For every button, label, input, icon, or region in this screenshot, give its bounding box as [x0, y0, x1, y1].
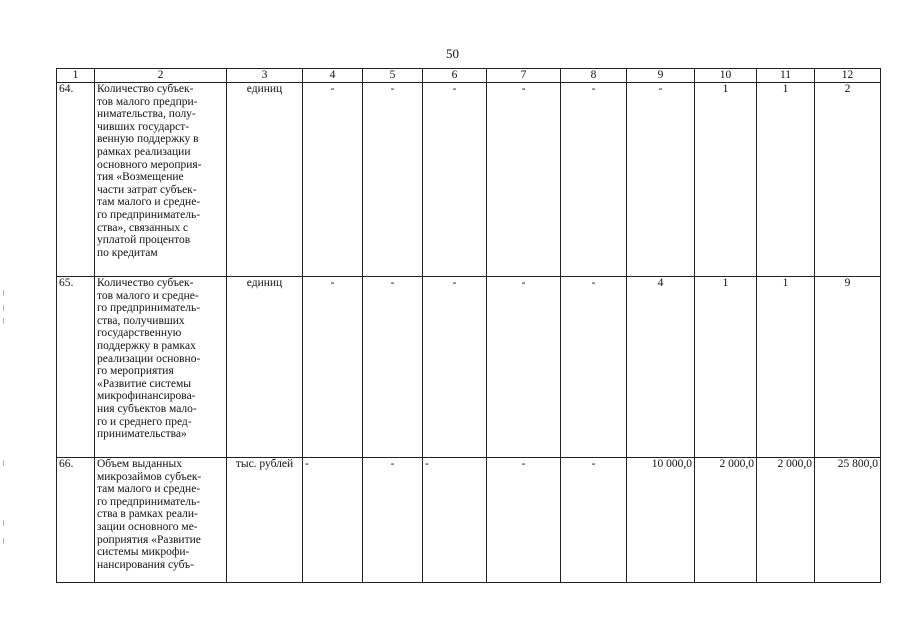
column-header: 9	[627, 69, 695, 83]
value-cell: 1	[695, 277, 757, 458]
column-header: 12	[815, 69, 881, 83]
name-line: там малого и средне-	[97, 196, 201, 209]
value-cell: -	[423, 277, 487, 458]
name-line: части затрат субъек-	[97, 183, 197, 196]
indicators-table	[56, 68, 881, 583]
name-line: венную поддержку в	[97, 133, 199, 146]
name-line: реализации основно-	[97, 352, 201, 365]
name-line: тия «Возмещение	[97, 171, 184, 184]
name-line: основного мероприя-	[97, 158, 202, 171]
scan-mark	[3, 290, 4, 296]
name-line: микрофинансирова-	[97, 390, 196, 403]
value-cell: -	[561, 83, 627, 277]
value-cell: -	[303, 277, 363, 458]
value-cell: -	[303, 458, 363, 583]
unit-cell: единиц	[227, 83, 303, 277]
value-cell: 25 800,0	[815, 458, 881, 583]
name-line: го предприниматель-	[97, 495, 201, 508]
column-header: 4	[303, 69, 363, 83]
value-cell: -	[487, 83, 561, 277]
value-cell: -	[363, 83, 423, 277]
name-line: принимательства»	[97, 428, 187, 441]
table-row	[57, 458, 881, 583]
name-line: го предприниматель-	[97, 208, 201, 221]
column-header: 11	[757, 69, 815, 83]
name-line: ства», связанных с	[97, 221, 189, 234]
value-cell: -	[487, 458, 561, 583]
name-line: по кредитам	[97, 246, 158, 259]
scan-mark	[3, 305, 4, 311]
name-line: «Развитие системы	[97, 377, 192, 390]
scan-mark	[3, 538, 4, 544]
name-line: уплатой процентов	[97, 234, 191, 247]
value-cell: 1	[695, 83, 757, 277]
column-header: 1	[57, 69, 95, 83]
indicator-name	[95, 458, 227, 583]
value-cell: 2 000,0	[695, 458, 757, 583]
value-cell: -	[363, 277, 423, 458]
name-line: ства в рамках реали-	[97, 508, 198, 521]
page-number: 50	[446, 46, 459, 61]
name-line: тов малого и средне-	[97, 289, 199, 302]
column-header: 2	[95, 69, 227, 83]
name-line: го предприниматель-	[97, 302, 201, 315]
name-line: го мероприятия	[97, 365, 174, 378]
unit-cell: тыс. рублей	[227, 458, 303, 583]
name-line: нансирования субъ-	[97, 558, 194, 571]
name-line: го и среднего пред-	[97, 415, 192, 428]
column-header: 6	[423, 69, 487, 83]
name-line: тов малого предпри-	[97, 95, 198, 108]
column-header: 10	[695, 69, 757, 83]
scan-mark	[3, 520, 4, 526]
name-line: системы микрофи-	[97, 546, 190, 559]
value-cell: -	[487, 277, 561, 458]
name-line: государственную	[97, 327, 182, 340]
column-header: 7	[487, 69, 561, 83]
value-cell: -	[423, 458, 487, 583]
value-cell: 2	[815, 83, 881, 277]
scan-mark	[3, 460, 4, 466]
table-row	[57, 83, 881, 277]
name-line: зации основного ме-	[97, 520, 198, 533]
row-number: 64.	[57, 83, 95, 277]
name-line: Количество субъек-	[97, 83, 194, 95]
name-line: микрозаймов субъек-	[97, 470, 202, 483]
column-header: 5	[363, 69, 423, 83]
name-line: там малого и средне-	[97, 483, 201, 496]
name-line: ства, получивших	[97, 314, 185, 327]
name-line: нимательства, полу-	[97, 108, 196, 121]
value-cell: 1	[757, 277, 815, 458]
value-cell: 4	[627, 277, 695, 458]
value-cell: 10 000,0	[627, 458, 695, 583]
name-line: рамках реализации	[97, 145, 191, 158]
name-line: роприятия «Развитие	[97, 533, 201, 546]
value-cell: -	[303, 83, 363, 277]
value-cell: -	[363, 458, 423, 583]
value-cell: 1	[757, 83, 815, 277]
value-cell: -	[423, 83, 487, 277]
value-cell: 2 000,0	[757, 458, 815, 583]
name-line: Объем выданных	[97, 458, 182, 470]
column-header: 8	[561, 69, 627, 83]
indicator-name	[95, 83, 227, 277]
column-header-row	[57, 69, 881, 83]
scan-mark	[3, 318, 4, 324]
value-cell: -	[627, 83, 695, 277]
indicator-name	[95, 277, 227, 458]
unit-cell: единиц	[227, 277, 303, 458]
value-cell: -	[561, 458, 627, 583]
value-cell: -	[561, 277, 627, 458]
value-cell: 9	[815, 277, 881, 458]
row-number: 65.	[57, 277, 95, 458]
name-line: Количество субъек-	[97, 277, 194, 289]
row-number: 66.	[57, 458, 95, 583]
name-line: ния субъектов мало-	[97, 402, 197, 415]
name-line: поддержку в рамках	[97, 339, 196, 352]
table-row	[57, 277, 881, 458]
column-header: 3	[227, 69, 303, 83]
name-line: чивших государст-	[97, 120, 190, 133]
